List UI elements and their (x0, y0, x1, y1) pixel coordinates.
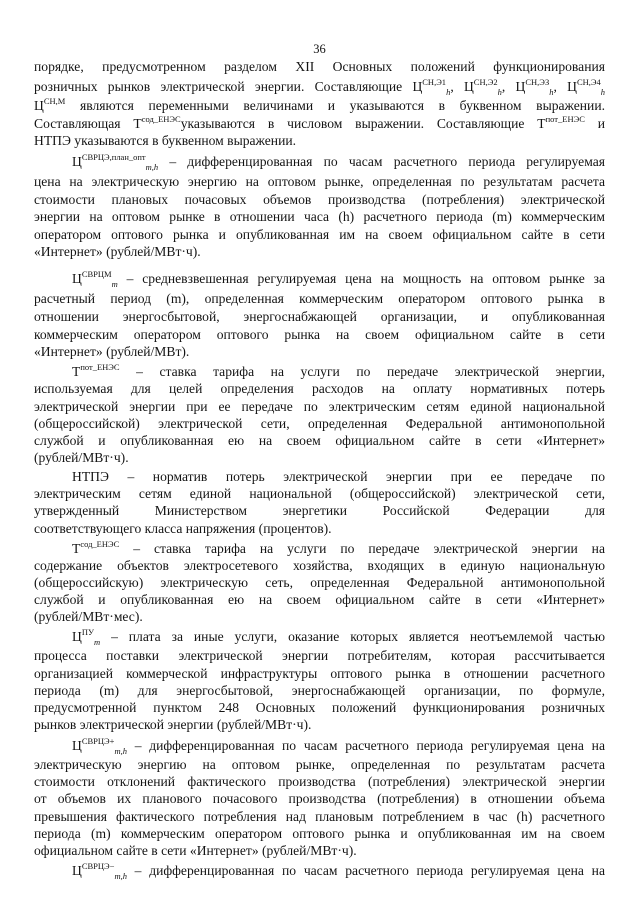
formula-symbol-ch-e2: $Ц^{СН,Э2}_h$ (463, 77, 502, 98)
def-t-pot-line-5: службой и опубликованная ею на своем официальном сайте в сети «Интернет» (34, 432, 605, 448)
intro-line-5: НТПЭ указываются в буквенном выражении. (34, 133, 297, 149)
def-t-sod-line-4: службой и опубликованная ею на своем официальном сайте в сети «Интернет» (34, 592, 605, 608)
def-svrtse-plan-line-6: «Интернет» (рублей/МВт·ч). (34, 244, 201, 260)
page-number: 36 (313, 42, 326, 56)
intro-line-4: Составляющая $Т^{сод\_ЕНЭС}указываются$ в числовом выражении. Составляющие $Т^{пот\_ЕНЭС}$ и (34, 114, 605, 132)
intro-line-2-text: розничных рынков электрической энергии. Составляющие (34, 79, 403, 95)
formula-symbol-t-pot-enes: $Т^{пот\_ЕНЭС}$ (72, 362, 120, 380)
def-ntpe-line-1: НТПЭ – норматив потерь электрической энергии при ее передаче по (72, 469, 605, 485)
intro-line-1: порядке, предусмотренном разделом XII Основных положений функционирования (34, 59, 605, 74)
def-ntpe-line-2: электрическим сетям единой национальной (общероссийской) электрической сети, (34, 486, 605, 502)
def-svrtse-plan-line-4: энергии на оптовом рынке в отношении часа (h) расчетного периода (m) коммерческим (34, 208, 605, 224)
def-svrtse-plus-line-1: $Ц^{СВРЦЭ+}_{m,h}$ – дифференцированная по часам расчетного периода регулируемая цена на (72, 736, 605, 757)
formula-symbol-svrtsm: $Ц^{СВРЦМ}_m$ (72, 268, 118, 289)
def-svrtsm-line-1: $Ц^{СВРЦМ}_m$ – средневзвешенная регулируемая цена на мощность на оптовом рынке за (72, 268, 605, 289)
formula-symbol-ch-e1: $Ц^{СН,Э1}_h$ (412, 77, 451, 98)
def-svrtsm-line-5: «Интернет» (рублей/МВт). (34, 344, 190, 360)
def-pu-line-2: процесса поставки электрической энергии потребителям, которая рассчитывается (34, 648, 605, 664)
def-svrtsm-line-4: коммерческим оператором оптового рынка на своем официальном сайте в сети (34, 327, 605, 342)
def-pu-line-4: периода (m) для энергосбытовой, энергоснабжающей организации, по формуле, (34, 682, 605, 698)
def-svrtse-plan-line-3: стоимости плановых почасовых объемов производства (потребления) электрической (34, 191, 605, 207)
def-pu-line-5: предусмотренной пунктом 248 Основных положений функционирования розничных (34, 699, 605, 715)
def-pu-line-6: рынков электрической энергии (рублей/МВт·ч). (34, 717, 312, 733)
def-svrtse-plus-line-5: превышения фактического потребления над плановым потреблением в час (h) расчетного (34, 808, 605, 824)
def-t-pot-line-3: электрической энергии при ее передаче по электрическим сетям единой национальной (34, 398, 605, 414)
def-svrtse-plus-line-4: от объемов их планового почасового производства (потребления) в отношении объема (34, 791, 605, 807)
def-svrtsm-line-2: расчетный период (m), определенная коммерческим оператором оптового рынка в (34, 290, 605, 306)
def-ntpe-line-4: соответствующего класса напряжения (процентов). (34, 520, 332, 536)
def-svrtsm-line-3: отношении энергосбытовой, энергоснабжающей организации, и опубликованная (34, 308, 605, 324)
def-svrtse-plus-line-3: стоимости отклонений фактического производства (потребления) электрической энергии (34, 774, 605, 790)
def-t-sod-line-5: (рублей/МВт·мес). (34, 609, 143, 625)
def-t-pot-line-4: (общероссийской) электрической сети, определенная Федеральной антимонопольной (34, 415, 605, 431)
def-svrtse-plan-line-5: оператором оптового рынка и опубликованная им на своем официальном сайте в сети (34, 226, 605, 242)
intro-line-2: розничных рынков электрической энергии. Составляющие $Ц^{СН,Э1}_h$, $Ц^{СН,Э2}_h$, $Ц^{СН,ЭЗ}_h$, $Ц^{СН,Э4}_h$ (34, 77, 606, 98)
formula-symbol-t-sod: $Т^{сод\_ЕНЭС}$ (133, 114, 181, 132)
formula-symbol-t-sod-enes: $Т^{сод\_ЕНЭС}$ (72, 538, 120, 556)
def-t-sod-line-2: содержание объектов электросетевого хозяйства, входящих в единую национальную (34, 557, 605, 573)
def-t-pot-line-2: используемая для целей определения расходов на оплату нормативных потерь (34, 381, 605, 397)
def-svrtse-plan-line-1: $Ц^{СВРЦЭ,план\_опт}_{m,h}$ – дифференцированная по часам расчетного периода регулируемая (72, 152, 605, 173)
formula-symbol-svrtse-minus: $Ц^{СВРЦЭ-}_{m,h}$ (72, 861, 127, 881)
def-t-pot-line-1: $Т^{пот\_ЕНЭС}$ – ставка тарифа на услуги по передаче электрической энергии, (72, 362, 606, 380)
def-svrtse-plus-line-7: официальном сайте в сети «Интернет» (рублей/МВт·ч). (34, 843, 357, 858)
def-ntpe-line-3: утвержденный Министерством энергетики Российской Федерации для (34, 503, 605, 519)
formula-symbol-svrtse-plan: $Ц^{СВРЦЭ,план\_опт}_{m,h}$ (72, 152, 159, 173)
formula-symbol-svrtse-plus: $Ц^{СВРЦЭ+}_{m,h}$ (72, 736, 127, 757)
intro-line-3: $Ц^{СН,М}$ являются переменными величинами и указываются в буквенном выражении. (34, 96, 605, 114)
formula-symbol-ch-e4: $Ц^{СН,Э4}_h$ (567, 77, 606, 98)
def-svrtse-plan-line-2: цена на электрическую энергию на оптовом рынке, определенная по результатам расчета (34, 174, 605, 190)
def-svrtse-plus-line-6: периода (m) коммерческим оператором оптового рынка и опубликованная им на своем (34, 825, 605, 841)
def-pu-line-1: $Ц^{ПУ}_m$ – плата за иные услуги, оказание которых является неотъемлемой частью (72, 627, 605, 648)
formula-symbol-ch-e3: $Ц^{СН,ЭЗ}_h$ (515, 77, 554, 98)
def-t-sod-line-3: (общероссийскую) электрическую сеть, определенная Федеральной антимонопольной (34, 574, 605, 590)
formula-symbol-t-pot: $Т^{пот\_ЕНЭС}$ (537, 114, 585, 132)
def-t-pot-line-6: (рублей/МВт·ч). (34, 450, 129, 466)
formula-symbol-pu: $Ц^{ПУ}_m$ (72, 627, 101, 648)
def-pu-line-3: организацией коммерческой инфраструктуры оптового рынка в отношении расчетного (34, 665, 605, 681)
def-svrtse-minus-line-1: $Ц^{СВРЦЭ-}_{m,h}$ – дифференцированная по часам расчетного периода регулируемая цена на (72, 861, 605, 881)
def-t-sod-line-1: $Т^{сод\_ЕНЭС}$ – ставка тарифа на услуги по передаче электрической энергии на (72, 538, 605, 556)
formula-symbol-ch-m: $Ц^{СН,М}$ (34, 96, 66, 114)
def-svrtse-plus-line-2: электрическую энергию на оптовом рынке, определенная по результатам расчета (34, 757, 605, 773)
